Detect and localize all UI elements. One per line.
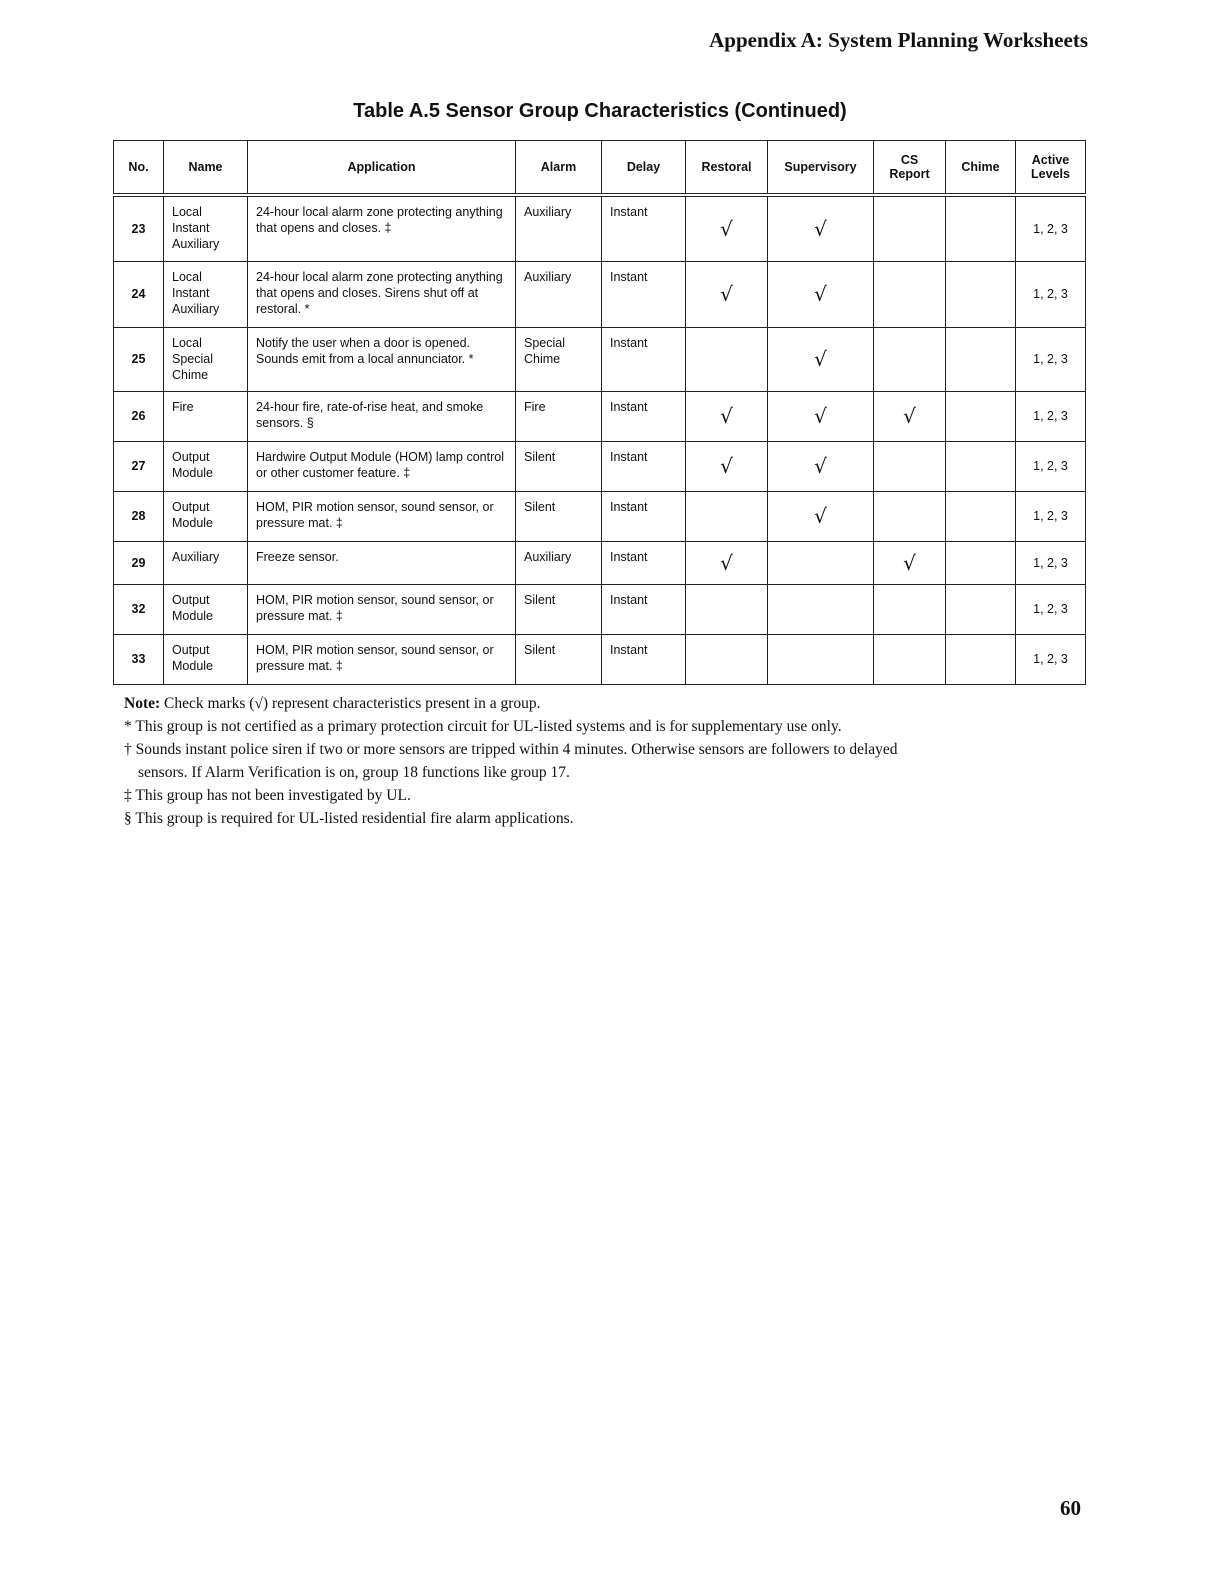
chime-check [946,195,1016,261]
column-header-chime: Chime [946,141,1016,196]
column-header-cs-report: CS Report [874,141,946,196]
row-application: HOM, PIR motion sensor, sound sensor, or pressure mat. ‡ [248,584,516,634]
column-header-alarm: Alarm [516,141,602,196]
row-delay: Instant [602,491,686,541]
row-number: 29 [114,541,164,584]
cs-report-check: √ [874,541,946,584]
row-application: 24-hour fire, rate-of-rise heat, and smoke sensors. § [248,391,516,441]
column-header-name: Name [164,141,248,196]
row-name: Auxiliary [164,541,248,584]
table-row [114,634,1086,684]
row-alarm: Auxiliary [516,261,602,327]
row-name: Local Special Chime [164,327,248,391]
chime-check [946,491,1016,541]
row-delay: Instant [602,584,686,634]
row-alarm: Silent [516,491,602,541]
row-number: 24 [114,261,164,327]
row-application: 24-hour local alarm zone protecting anything that opens and closes. Sirens shut off at restoral. * [248,261,516,327]
cs-report-check [874,441,946,491]
cs-report-check [874,195,946,261]
chime-check [946,441,1016,491]
table-row [114,327,1086,391]
row-alarm: Auxiliary [516,541,602,584]
row-number: 25 [114,327,164,391]
footnote-double-dagger: ‡ This group has not been investigated by UL. [124,787,411,804]
row-delay: Instant [602,441,686,491]
table-row [114,491,1086,541]
restoral-check [686,584,768,634]
row-active-levels: 1, 2, 3 [1016,261,1086,327]
row-application: Notify the user when a door is opened. Sounds emit from a local annunciator. * [248,327,516,391]
column-header-active-levels: Active Levels [1016,141,1086,196]
restoral-check: √ [686,391,768,441]
table-header-row [114,141,1086,196]
chime-check [946,584,1016,634]
row-alarm: Fire [516,391,602,441]
supervisory-check: √ [768,261,874,327]
row-application: HOM, PIR motion sensor, sound sensor, or pressure mat. ‡ [248,491,516,541]
note-label: Note: [124,695,161,712]
table-row [114,391,1086,441]
supervisory-check: √ [768,441,874,491]
row-number: 28 [114,491,164,541]
restoral-check: √ [686,441,768,491]
row-alarm: Silent [516,584,602,634]
row-number: 26 [114,391,164,441]
row-delay: Instant [602,541,686,584]
note-check-marks [124,692,1064,715]
row-active-levels: 1, 2, 3 [1016,541,1086,584]
footnote-dagger: † Sounds instant police siren if two or more sensors are tripped within 4 minutes. Otherwise sensors are followers to delayed [124,741,898,758]
table-row [114,441,1086,491]
cs-report-check [874,634,946,684]
column-header-restoral: Restoral [686,141,768,196]
row-application: HOM, PIR motion sensor, sound sensor, or pressure mat. ‡ [248,634,516,684]
row-delay: Instant [602,634,686,684]
table-row [114,261,1086,327]
chime-check [946,541,1016,584]
chime-check [946,327,1016,391]
restoral-check [686,327,768,391]
row-name: Local Instant Auxiliary [164,261,248,327]
row-active-levels: 1, 2, 3 [1016,584,1086,634]
row-alarm: Silent [516,441,602,491]
sensor-group-table [113,140,1086,685]
row-name: Output Module [164,584,248,634]
row-application: Freeze sensor. [248,541,516,584]
cs-report-check [874,491,946,541]
restoral-check: √ [686,195,768,261]
table-row [114,541,1086,584]
row-name: Output Module [164,634,248,684]
restoral-check [686,491,768,541]
row-active-levels: 1, 2, 3 [1016,195,1086,261]
chime-check [946,634,1016,684]
row-alarm: Auxiliary [516,195,602,261]
supervisory-check [768,541,874,584]
row-active-levels: 1, 2, 3 [1016,491,1086,541]
row-alarm: Special Chime [516,327,602,391]
table-row [114,584,1086,634]
supervisory-check: √ [768,491,874,541]
supervisory-check: √ [768,195,874,261]
supervisory-check [768,584,874,634]
supervisory-check [768,634,874,684]
cs-report-check: √ [874,391,946,441]
row-delay: Instant [602,391,686,441]
row-active-levels: 1, 2, 3 [1016,327,1086,391]
row-active-levels: 1, 2, 3 [1016,634,1086,684]
cs-report-check [874,327,946,391]
column-header-no: No. [114,141,164,196]
table-title: Table A.5 Sensor Group Characteristics (Continued) [353,100,847,122]
cs-report-check [874,584,946,634]
column-header-supervisory: Supervisory [768,141,874,196]
chime-check [946,261,1016,327]
table-notes [124,692,1064,830]
row-alarm: Silent [516,634,602,684]
row-name: Output Module [164,491,248,541]
row-number: 33 [114,634,164,684]
row-name: Fire [164,391,248,441]
footnote-star: * This group is not certified as a primary protection circuit for UL-listed systems and is for supplementary use only. [124,718,842,735]
restoral-check [686,634,768,684]
column-header-application: Application [248,141,516,196]
row-delay: Instant [602,195,686,261]
row-name: Output Module [164,441,248,491]
row-application: 24-hour local alarm zone protecting anything that opens and closes. ‡ [248,195,516,261]
footnote-dagger-continued: sensors. If Alarm Verification is on, group 18 functions like group 17. [138,764,570,781]
supervisory-check: √ [768,327,874,391]
row-number: 23 [114,195,164,261]
restoral-check: √ [686,261,768,327]
page-number: 60 [1060,1496,1081,1520]
row-active-levels: 1, 2, 3 [1016,391,1086,441]
chime-check [946,391,1016,441]
page-header: Appendix A: System Planning Worksheets [709,28,1088,52]
row-delay: Instant [602,261,686,327]
note-text: Check marks (√) represent characteristics present in a group. [164,695,541,712]
cs-report-check [874,261,946,327]
row-application: Hardwire Output Module (HOM) lamp control or other customer feature. ‡ [248,441,516,491]
row-number: 27 [114,441,164,491]
row-active-levels: 1, 2, 3 [1016,441,1086,491]
footnote-section: § This group is required for UL-listed residential fire alarm applications. [124,810,574,827]
row-name: Local Instant Auxiliary [164,195,248,261]
row-delay: Instant [602,327,686,391]
column-header-delay: Delay [602,141,686,196]
restoral-check: √ [686,541,768,584]
supervisory-check: √ [768,391,874,441]
row-number: 32 [114,584,164,634]
table-row [114,195,1086,261]
